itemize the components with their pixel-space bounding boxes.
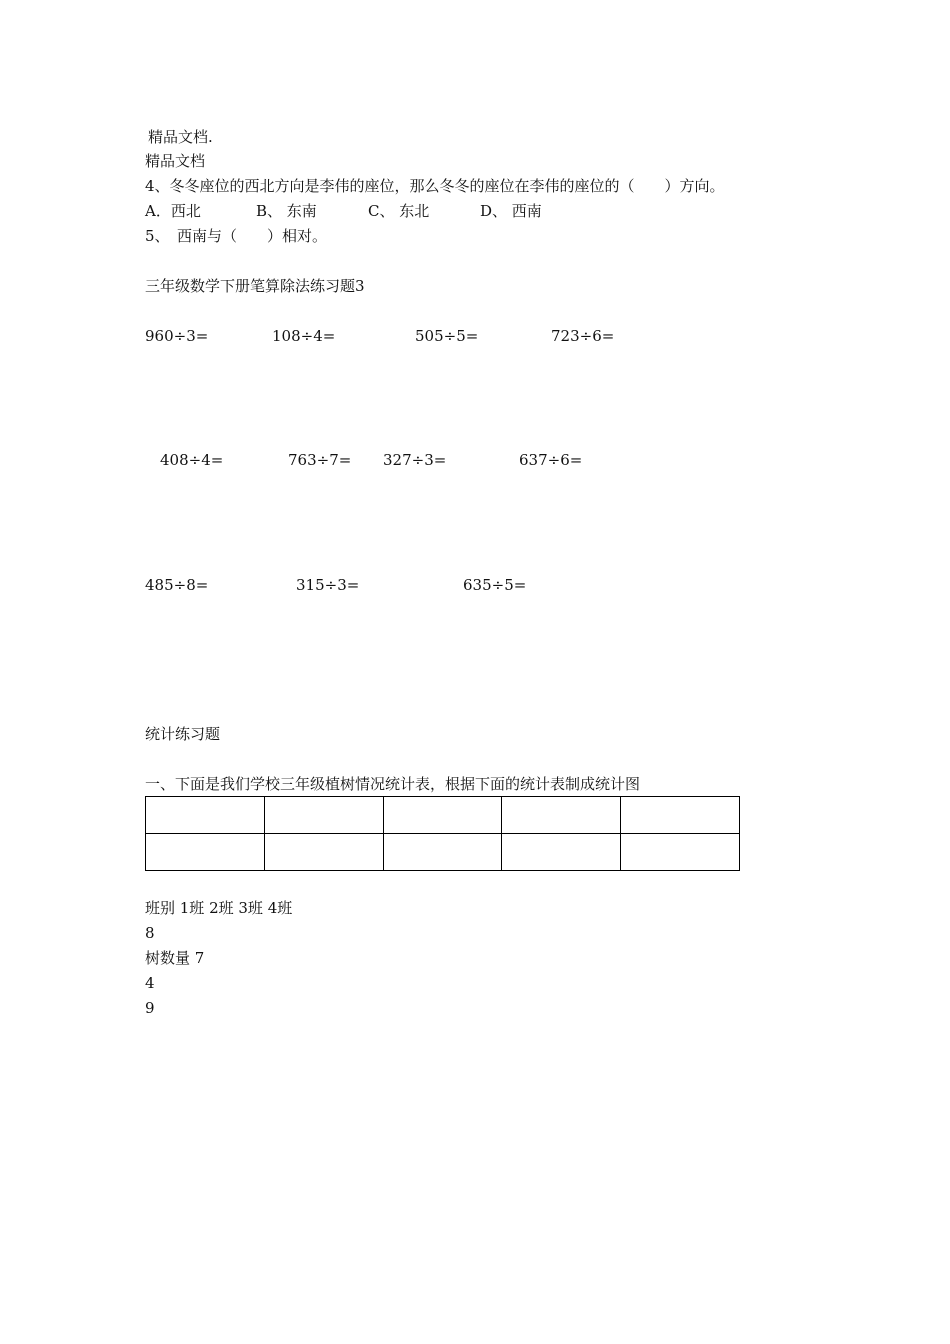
table-cell [502,834,621,871]
division-problem: 723÷6= [551,327,615,345]
table-row [146,797,740,834]
watermark-sub: 精品文档 [145,152,206,170]
question-5-text: 5、 西南与（ ）相对。 [145,227,328,245]
division-problem: 315÷3= [296,576,360,594]
statistics-table [145,796,740,871]
division-problem: 408÷4= [160,451,224,469]
stats-line-value: 8 [145,924,155,942]
stats-question-1: 一、下面是我们学校三年级植树情况统计表，根据下面的统计表制成统计图 [145,775,641,793]
table-cell [621,834,740,871]
division-problem: 485÷8= [145,576,209,594]
question-4-option-c: C、 东北 [368,202,430,220]
question-4-option-b: B、 东南 [256,202,317,220]
division-problem: 327÷3= [383,451,447,469]
table-cell [264,797,383,834]
table-cell [146,834,265,871]
stats-section-title: 统计练习题 [145,725,221,743]
stats-line-value: 4 [145,974,155,992]
table-cell [146,797,265,834]
stats-line-value: 9 [145,999,155,1017]
division-problem: 637÷6= [519,451,583,469]
division-problem: 635÷5= [463,576,527,594]
watermark-top: 精品文档. [148,128,213,146]
question-4-option-d: D、 西南 [480,202,542,220]
table-cell [502,797,621,834]
table-cell [621,797,740,834]
stats-line-class-header: 班别 1班 2班 3班 4班 [145,899,293,917]
table-cell [383,834,502,871]
stats-line-tree-count: 树数量 7 [145,949,205,967]
division-problem: 505÷5= [415,327,479,345]
table-cell [264,834,383,871]
question-4-text: 4、冬冬座位的西北方向是李伟的座位，那么冬冬的座位在李伟的座位的（ ）方向。 [145,177,725,195]
table-row [146,834,740,871]
division-problem: 108÷4= [272,327,336,345]
division-section-title: 三年级数学下册笔算除法练习题3 [145,277,365,295]
division-problem: 960÷3= [145,327,209,345]
question-4-option-a: A．西北 [145,202,201,220]
table-cell [383,797,502,834]
division-problem: 763÷7= [288,451,352,469]
